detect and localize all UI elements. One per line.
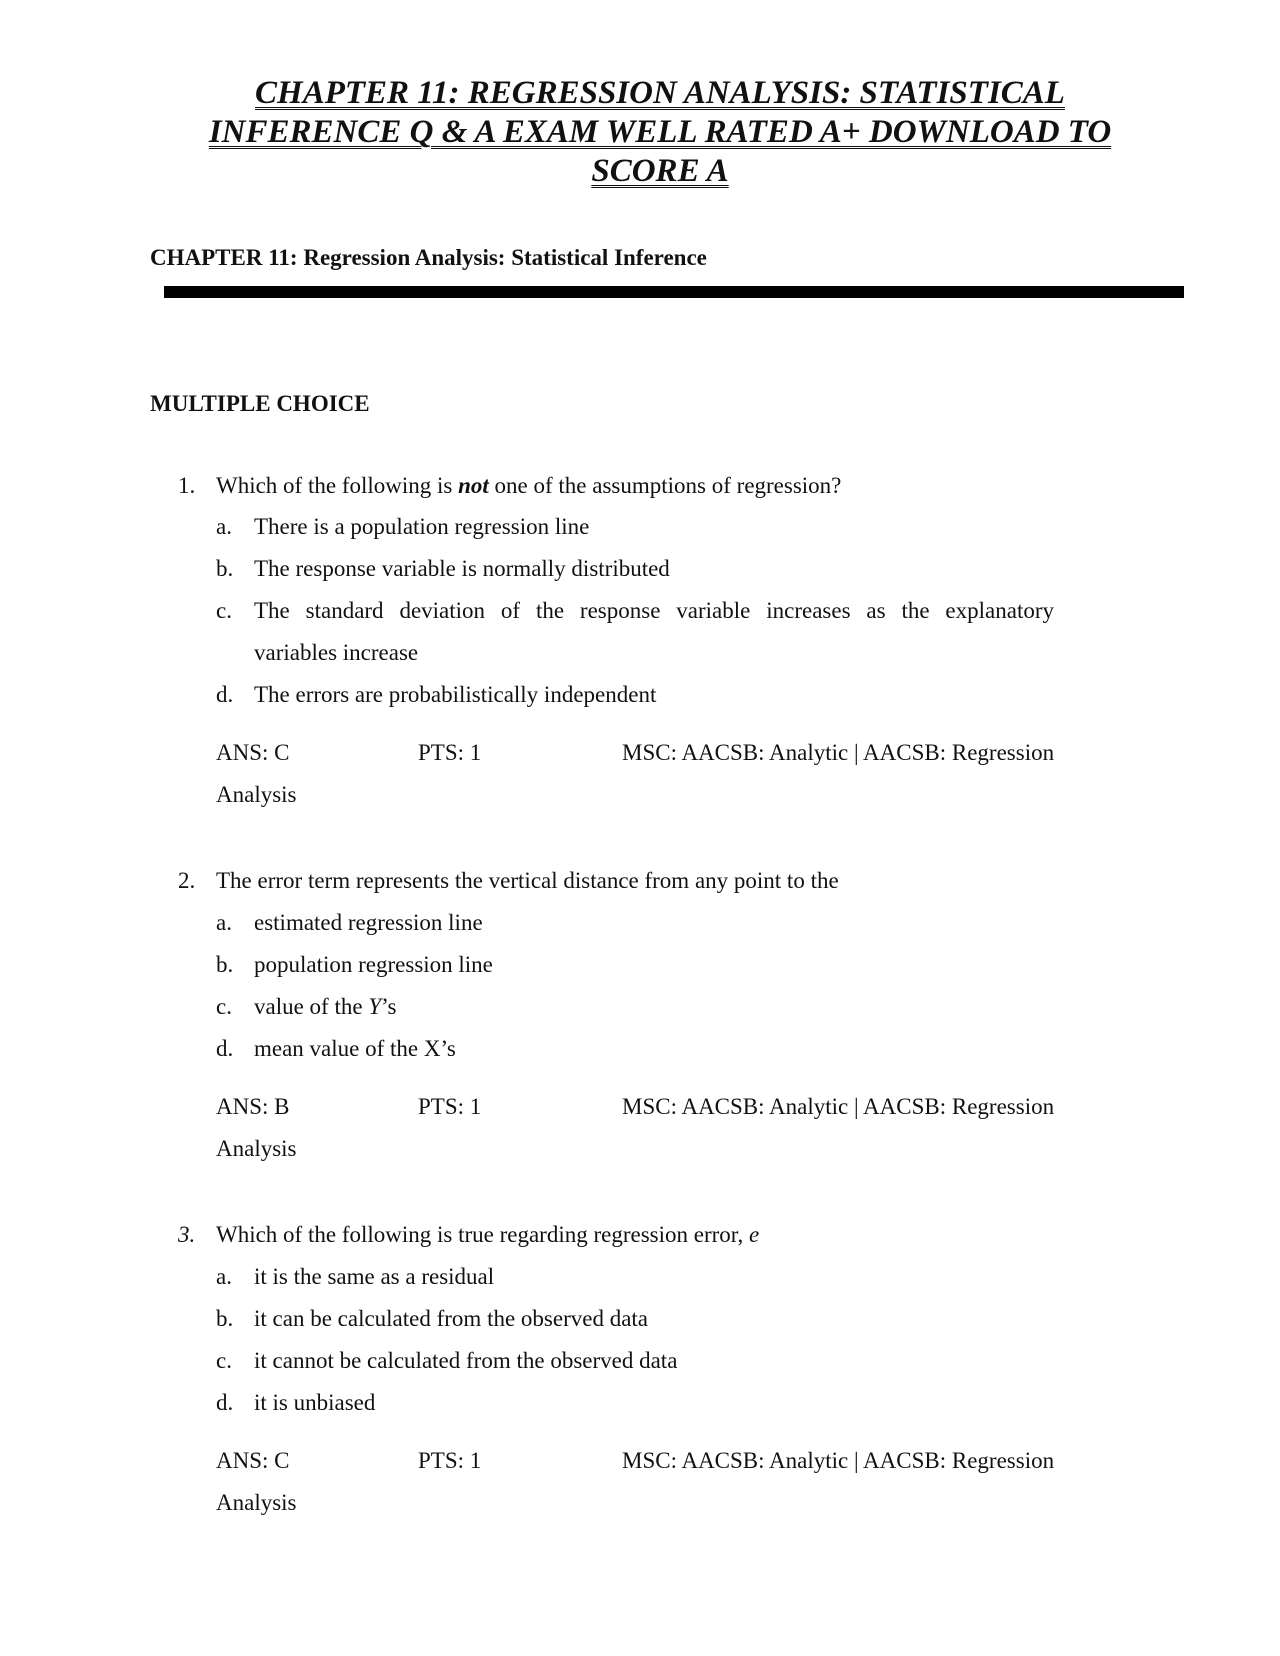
question-emphasis: not — [458, 473, 489, 498]
option-text-part: ’s — [381, 994, 397, 1019]
option-letter: d. — [216, 1390, 234, 1415]
question-text-part: one of the assumptions of regression? — [488, 473, 842, 498]
option-text: population regression line — [254, 952, 493, 977]
heading-rule — [164, 286, 1184, 298]
title-line-1: CHAPTER 11: REGRESSION ANALYSIS: STATISTICAL — [255, 75, 1065, 111]
option-text: The errors are probabilistically independent — [254, 682, 657, 707]
question-number: 3. — [178, 1222, 196, 1247]
question-text — [216, 472, 841, 500]
option-text: There is a population regression line — [254, 514, 590, 539]
option-letter: a. — [216, 1264, 232, 1289]
chapter-heading: CHAPTER 11: Regression Analysis: Statistical Inference — [150, 245, 707, 270]
option-text: it is unbiased — [254, 1390, 376, 1415]
option-text: it can be calculated from the observed data — [254, 1306, 649, 1331]
option-text: estimated regression line — [254, 910, 483, 935]
option-letter: c. — [216, 1348, 232, 1373]
section-heading: MULTIPLE CHOICE — [150, 391, 370, 416]
question-number: 2. — [178, 868, 196, 893]
option-text: it is the same as a residual — [254, 1264, 495, 1289]
points-label: PTS: 1 — [418, 740, 482, 765]
msc-label: MSC: AACSB: Analytic | AACSB: Regression — [622, 1448, 1055, 1473]
option-letter: a. — [216, 514, 232, 539]
option-text: The response variable is normally distributed — [254, 556, 670, 581]
points-label: PTS: 1 — [418, 1094, 482, 1119]
msc-label-continued: Analysis — [216, 1136, 297, 1161]
option-letter: d. — [216, 682, 234, 707]
question-number: 1. — [178, 473, 196, 498]
question-text — [216, 1221, 759, 1249]
option-text-part: value of the — [254, 994, 369, 1019]
option-text-italic: Y — [368, 994, 382, 1019]
document-title — [180, 74, 1140, 191]
option-letter: d. — [216, 1036, 234, 1061]
option-text: mean value of the X’s — [254, 1036, 456, 1061]
option-text: it cannot be calculated from the observed data — [254, 1348, 678, 1373]
msc-label-continued: Analysis — [216, 1490, 297, 1515]
question-text-italic: e — [749, 1222, 760, 1247]
question-text-part: Which of the following is true regarding regression error, — [216, 1222, 750, 1247]
option-letter: b. — [216, 1306, 234, 1331]
option-text — [254, 993, 396, 1021]
option-letter: c. — [216, 598, 232, 623]
answer-label: ANS: B — [216, 1094, 290, 1119]
option-letter: c. — [216, 994, 232, 1019]
answer-label: ANS: C — [216, 1448, 290, 1473]
msc-label: MSC: AACSB: Analytic | AACSB: Regression — [622, 1094, 1055, 1119]
title-line-3: SCORE A — [591, 153, 729, 189]
points-label: PTS: 1 — [418, 1448, 482, 1473]
option-letter: a. — [216, 910, 232, 935]
option-letter: b. — [216, 952, 234, 977]
option-text: The standard deviation of the response variable increases as the explanatory — [254, 598, 1054, 623]
answer-label: ANS: C — [216, 740, 290, 765]
question-text-part: Which of the following is — [216, 473, 459, 498]
option-text-continued: variables increase — [254, 640, 419, 665]
option-letter: b. — [216, 556, 234, 581]
question-text: The error term represents the vertical distance from any point to the — [216, 868, 839, 893]
title-line-2: INFERENCE Q & A EXAM WELL RATED A+ DOWNLOAD TO — [208, 114, 1112, 150]
msc-label-continued: Analysis — [216, 782, 297, 807]
msc-label: MSC: AACSB: Analytic | AACSB: Regression — [622, 740, 1055, 765]
